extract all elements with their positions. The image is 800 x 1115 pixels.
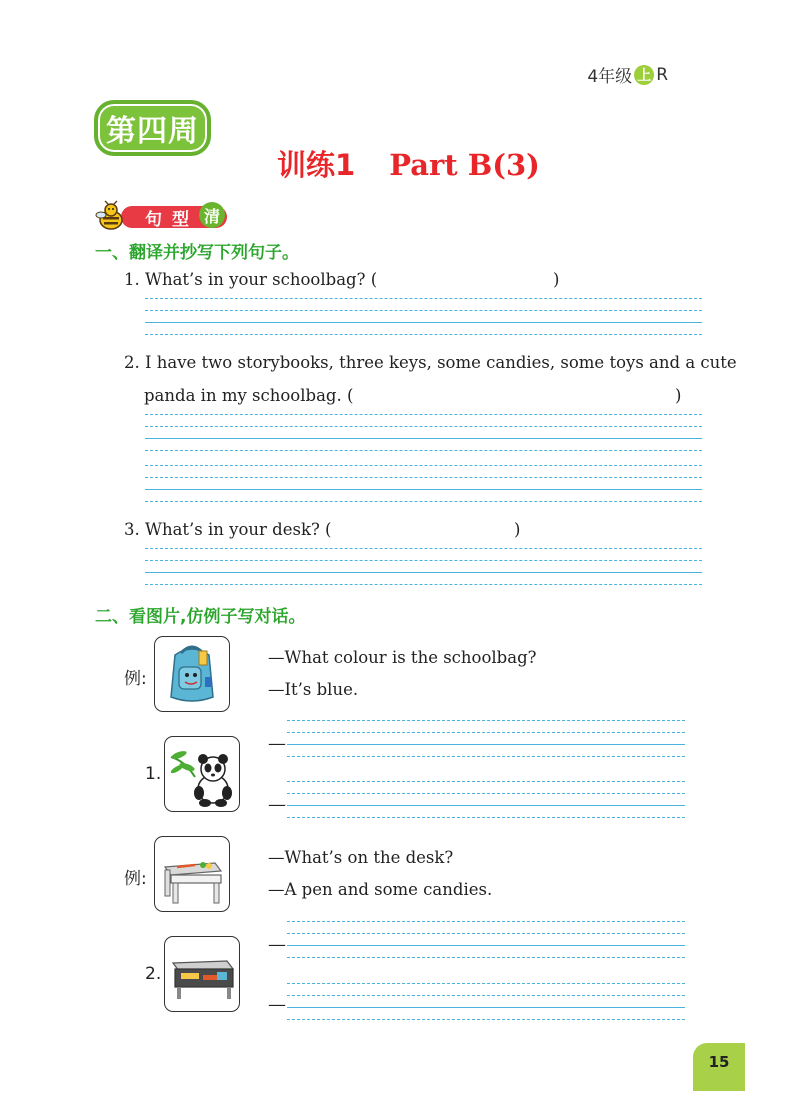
desk-drawer-image [164, 936, 240, 1012]
grade-prefix: 4年级 [587, 67, 633, 87]
item1-lines-a[interactable] [287, 781, 685, 818]
page-title [277, 143, 540, 184]
panda-image [164, 736, 240, 812]
grade-label [587, 62, 668, 87]
training-label: 训练1 [277, 148, 356, 182]
schoolbag-image [154, 636, 230, 712]
question-1: 1. What’s in your schoolbag? ( [124, 270, 378, 289]
writing-lines-2[interactable] [145, 414, 702, 502]
panda-icon [165, 737, 239, 811]
sentence-pattern-badge [95, 200, 227, 232]
item2-dash-q: — [268, 934, 286, 955]
question-2-line2: panda in my schoolbag. ( [144, 386, 354, 405]
schoolbag-icon [155, 637, 229, 711]
week-label: 第四周 [94, 100, 211, 156]
grade-badge: 上 [634, 65, 654, 85]
question-3: 3. What’s in your desk? ( [124, 520, 332, 539]
writing-lines-1[interactable] [145, 298, 702, 335]
item2-lines-q[interactable] [287, 921, 685, 958]
section1-heading: 一、翻译并抄写下列句子。 [95, 243, 299, 263]
question-3-close: ) [514, 520, 521, 539]
item2-dash-a: — [268, 994, 286, 1015]
desk-image [154, 836, 230, 912]
item1-lines-q[interactable] [287, 720, 685, 757]
writing-lines-3[interactable] [145, 548, 702, 585]
example1-label: 例: [124, 669, 147, 689]
item2-label: 2. [145, 964, 162, 984]
example2-question: —What’s on the desk? [268, 848, 454, 867]
item1-dash-a: — [268, 794, 286, 815]
example2-label: 例: [124, 869, 147, 889]
page-number: 15 [693, 1043, 745, 1091]
item1-dash-q: — [268, 733, 286, 754]
section2-heading: 二、看图片,仿例子写对话。 [95, 607, 306, 627]
example2-answer: —A pen and some candies. [268, 880, 493, 899]
bee-icon [95, 200, 127, 232]
question-2: 2. I have two storybooks, three keys, some candies, some toys and a cute [124, 353, 737, 372]
badge-text: 句型 [145, 210, 199, 230]
drawer-icon [165, 937, 239, 1011]
example1-answer: —It’s blue. [268, 680, 359, 699]
question-2-close: ) [675, 386, 682, 405]
desk-icon [155, 837, 229, 911]
badge-mark: 清 [199, 202, 225, 228]
example1-question: —What colour is the schoolbag? [268, 648, 537, 667]
item2-lines-a[interactable] [287, 983, 685, 1020]
item1-label: 1. [145, 764, 162, 784]
grade-suffix: R [656, 64, 668, 85]
part-label: Part B(3) [389, 148, 540, 182]
question-1-close: ) [553, 270, 560, 289]
